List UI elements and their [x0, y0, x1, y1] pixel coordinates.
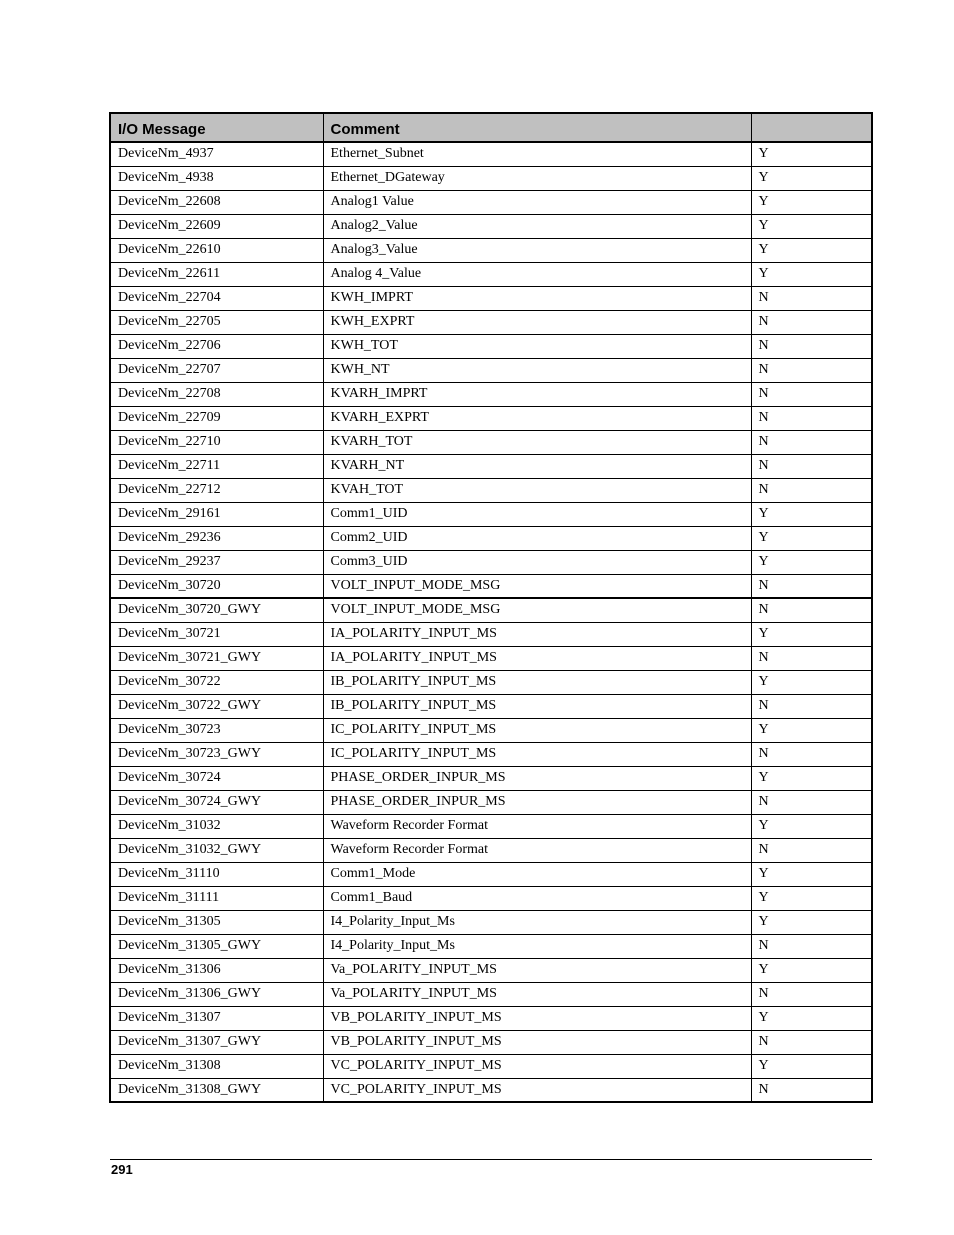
cell-comment: Comm1_Mode [323, 862, 751, 886]
cell-comment: Ethernet_Subnet [323, 142, 751, 166]
cell-io-message: DeviceNm_22712 [110, 478, 323, 502]
cell-flag: N [751, 694, 872, 718]
cell-io-message: DeviceNm_30720_GWY [110, 598, 323, 622]
column-header-io-message: I/O Message [110, 113, 323, 142]
cell-comment: IA_POLARITY_INPUT_MS [323, 622, 751, 646]
cell-flag: N [751, 838, 872, 862]
cell-io-message: DeviceNm_4938 [110, 166, 323, 190]
table-row [110, 1006, 872, 1030]
table-row [110, 598, 872, 622]
cell-io-message: DeviceNm_31111 [110, 886, 323, 910]
cell-comment: KVARH_TOT [323, 430, 751, 454]
cell-io-message: DeviceNm_31307 [110, 1006, 323, 1030]
cell-flag: N [751, 478, 872, 502]
cell-comment: Waveform Recorder Format [323, 838, 751, 862]
footer-divider [110, 1159, 872, 1160]
cell-comment: VB_POLARITY_INPUT_MS [323, 1006, 751, 1030]
cell-comment: VB_POLARITY_INPUT_MS [323, 1030, 751, 1054]
cell-io-message: DeviceNm_30724 [110, 766, 323, 790]
table-row [110, 1054, 872, 1078]
cell-flag: Y [751, 766, 872, 790]
cell-io-message: DeviceNm_30722 [110, 670, 323, 694]
cell-comment: VC_POLARITY_INPUT_MS [323, 1078, 751, 1102]
table-row [110, 430, 872, 454]
cell-flag: Y [751, 1006, 872, 1030]
cell-comment: IC_POLARITY_INPUT_MS [323, 742, 751, 766]
cell-flag: Y [751, 214, 872, 238]
column-header-comment: Comment [323, 113, 751, 142]
cell-comment: KWH_IMPRT [323, 286, 751, 310]
table-row [110, 382, 872, 406]
cell-comment: KVARH_IMPRT [323, 382, 751, 406]
table-row [110, 406, 872, 430]
cell-flag: N [751, 430, 872, 454]
cell-comment: I4_Polarity_Input_Ms [323, 910, 751, 934]
cell-io-message: DeviceNm_29237 [110, 550, 323, 574]
cell-flag: Y [751, 670, 872, 694]
table-row [110, 1078, 872, 1102]
cell-comment: KWH_EXPRT [323, 310, 751, 334]
table-row [110, 334, 872, 358]
table-row [110, 1030, 872, 1054]
cell-comment: VOLT_INPUT_MODE_MSG [323, 598, 751, 622]
table-row [110, 742, 872, 766]
cell-comment: VOLT_INPUT_MODE_MSG [323, 574, 751, 598]
cell-io-message: DeviceNm_30723_GWY [110, 742, 323, 766]
table-row [110, 694, 872, 718]
table-row [110, 838, 872, 862]
table-row [110, 814, 872, 838]
cell-flag: N [751, 982, 872, 1006]
table-row [110, 454, 872, 478]
cell-comment: Analog3_Value [323, 238, 751, 262]
table-row [110, 214, 872, 238]
cell-comment: Analog1 Value [323, 190, 751, 214]
cell-flag: N [751, 598, 872, 622]
table-row [110, 718, 872, 742]
table-body [110, 142, 872, 1102]
cell-flag: N [751, 934, 872, 958]
cell-comment: PHASE_ORDER_INPUR_MS [323, 790, 751, 814]
cell-flag: Y [751, 886, 872, 910]
cell-io-message: DeviceNm_31305 [110, 910, 323, 934]
cell-flag: N [751, 574, 872, 598]
cell-comment: KWH_NT [323, 358, 751, 382]
cell-flag: Y [751, 190, 872, 214]
table-row [110, 262, 872, 286]
cell-io-message: DeviceNm_31032 [110, 814, 323, 838]
cell-flag: Y [751, 550, 872, 574]
cell-comment: IB_POLARITY_INPUT_MS [323, 670, 751, 694]
cell-io-message: DeviceNm_22610 [110, 238, 323, 262]
table-row [110, 142, 872, 166]
cell-comment: Analog 4_Value [323, 262, 751, 286]
cell-flag: N [751, 790, 872, 814]
cell-flag: N [751, 1078, 872, 1102]
table-row [110, 982, 872, 1006]
cell-comment: KVARH_NT [323, 454, 751, 478]
cell-comment: Va_POLARITY_INPUT_MS [323, 982, 751, 1006]
cell-flag: N [751, 454, 872, 478]
table-row [110, 790, 872, 814]
cell-comment: PHASE_ORDER_INPUR_MS [323, 766, 751, 790]
cell-io-message: DeviceNm_22704 [110, 286, 323, 310]
table-row [110, 574, 872, 598]
table-row [110, 622, 872, 646]
cell-comment: IA_POLARITY_INPUT_MS [323, 646, 751, 670]
table-row [110, 646, 872, 670]
cell-comment: Analog2_Value [323, 214, 751, 238]
cell-flag: Y [751, 910, 872, 934]
cell-flag: N [751, 286, 872, 310]
table-row [110, 310, 872, 334]
cell-flag: Y [751, 622, 872, 646]
table-row [110, 550, 872, 574]
cell-io-message: DeviceNm_22711 [110, 454, 323, 478]
table-row [110, 502, 872, 526]
cell-comment: Comm1_Baud [323, 886, 751, 910]
cell-comment: Comm1_UID [323, 502, 751, 526]
cell-io-message: DeviceNm_31308 [110, 1054, 323, 1078]
table-row [110, 670, 872, 694]
table-row [110, 238, 872, 262]
cell-io-message: DeviceNm_31032_GWY [110, 838, 323, 862]
cell-flag: N [751, 334, 872, 358]
table-row [110, 958, 872, 982]
table-row [110, 166, 872, 190]
cell-flag: Y [751, 718, 872, 742]
cell-comment: Waveform Recorder Format [323, 814, 751, 838]
cell-flag: N [751, 406, 872, 430]
cell-flag: Y [751, 1054, 872, 1078]
cell-flag: N [751, 358, 872, 382]
cell-io-message: DeviceNm_31306 [110, 958, 323, 982]
table-row [110, 286, 872, 310]
cell-comment: I4_Polarity_Input_Ms [323, 934, 751, 958]
cell-flag: N [751, 310, 872, 334]
cell-io-message: DeviceNm_31307_GWY [110, 1030, 323, 1054]
cell-flag: Y [751, 526, 872, 550]
table-row [110, 862, 872, 886]
cell-io-message: DeviceNm_22609 [110, 214, 323, 238]
table-row [110, 190, 872, 214]
cell-flag: Y [751, 166, 872, 190]
table-row [110, 766, 872, 790]
cell-comment: Ethernet_DGateway [323, 166, 751, 190]
table-row [110, 478, 872, 502]
cell-flag: Y [751, 238, 872, 262]
cell-flag: N [751, 646, 872, 670]
cell-io-message: DeviceNm_22706 [110, 334, 323, 358]
cell-flag: N [751, 742, 872, 766]
table-header-row [110, 113, 872, 142]
cell-io-message: DeviceNm_31306_GWY [110, 982, 323, 1006]
io-message-table [109, 112, 873, 1103]
cell-flag: N [751, 1030, 872, 1054]
cell-io-message: DeviceNm_22707 [110, 358, 323, 382]
cell-io-message: DeviceNm_22608 [110, 190, 323, 214]
cell-comment: IC_POLARITY_INPUT_MS [323, 718, 751, 742]
cell-io-message: DeviceNm_30724_GWY [110, 790, 323, 814]
cell-io-message: DeviceNm_22709 [110, 406, 323, 430]
table-row [110, 526, 872, 550]
cell-io-message: DeviceNm_22611 [110, 262, 323, 286]
page-number: 291 [111, 1162, 133, 1177]
cell-io-message: DeviceNm_29236 [110, 526, 323, 550]
cell-comment: VC_POLARITY_INPUT_MS [323, 1054, 751, 1078]
cell-comment: KWH_TOT [323, 334, 751, 358]
cell-io-message: DeviceNm_22708 [110, 382, 323, 406]
cell-io-message: DeviceNm_31308_GWY [110, 1078, 323, 1102]
cell-io-message: DeviceNm_22705 [110, 310, 323, 334]
cell-io-message: DeviceNm_30720 [110, 574, 323, 598]
cell-io-message: DeviceNm_31110 [110, 862, 323, 886]
table-row [110, 358, 872, 382]
cell-flag: Y [751, 502, 872, 526]
cell-comment: Comm2_UID [323, 526, 751, 550]
table-row [110, 934, 872, 958]
column-header-flag [751, 113, 872, 142]
cell-io-message: DeviceNm_29161 [110, 502, 323, 526]
cell-comment: IB_POLARITY_INPUT_MS [323, 694, 751, 718]
cell-comment: Comm3_UID [323, 550, 751, 574]
cell-comment: KVARH_EXPRT [323, 406, 751, 430]
cell-flag: N [751, 382, 872, 406]
table-row [110, 910, 872, 934]
cell-comment: KVAH_TOT [323, 478, 751, 502]
table-row [110, 886, 872, 910]
cell-io-message: DeviceNm_30721_GWY [110, 646, 323, 670]
cell-io-message: DeviceNm_22710 [110, 430, 323, 454]
cell-flag: Y [751, 262, 872, 286]
cell-io-message: DeviceNm_31305_GWY [110, 934, 323, 958]
cell-io-message: DeviceNm_30723 [110, 718, 323, 742]
cell-io-message: DeviceNm_30722_GWY [110, 694, 323, 718]
cell-flag: Y [751, 142, 872, 166]
cell-flag: Y [751, 958, 872, 982]
cell-flag: Y [751, 814, 872, 838]
cell-comment: Va_POLARITY_INPUT_MS [323, 958, 751, 982]
cell-io-message: DeviceNm_4937 [110, 142, 323, 166]
cell-io-message: DeviceNm_30721 [110, 622, 323, 646]
cell-flag: Y [751, 862, 872, 886]
